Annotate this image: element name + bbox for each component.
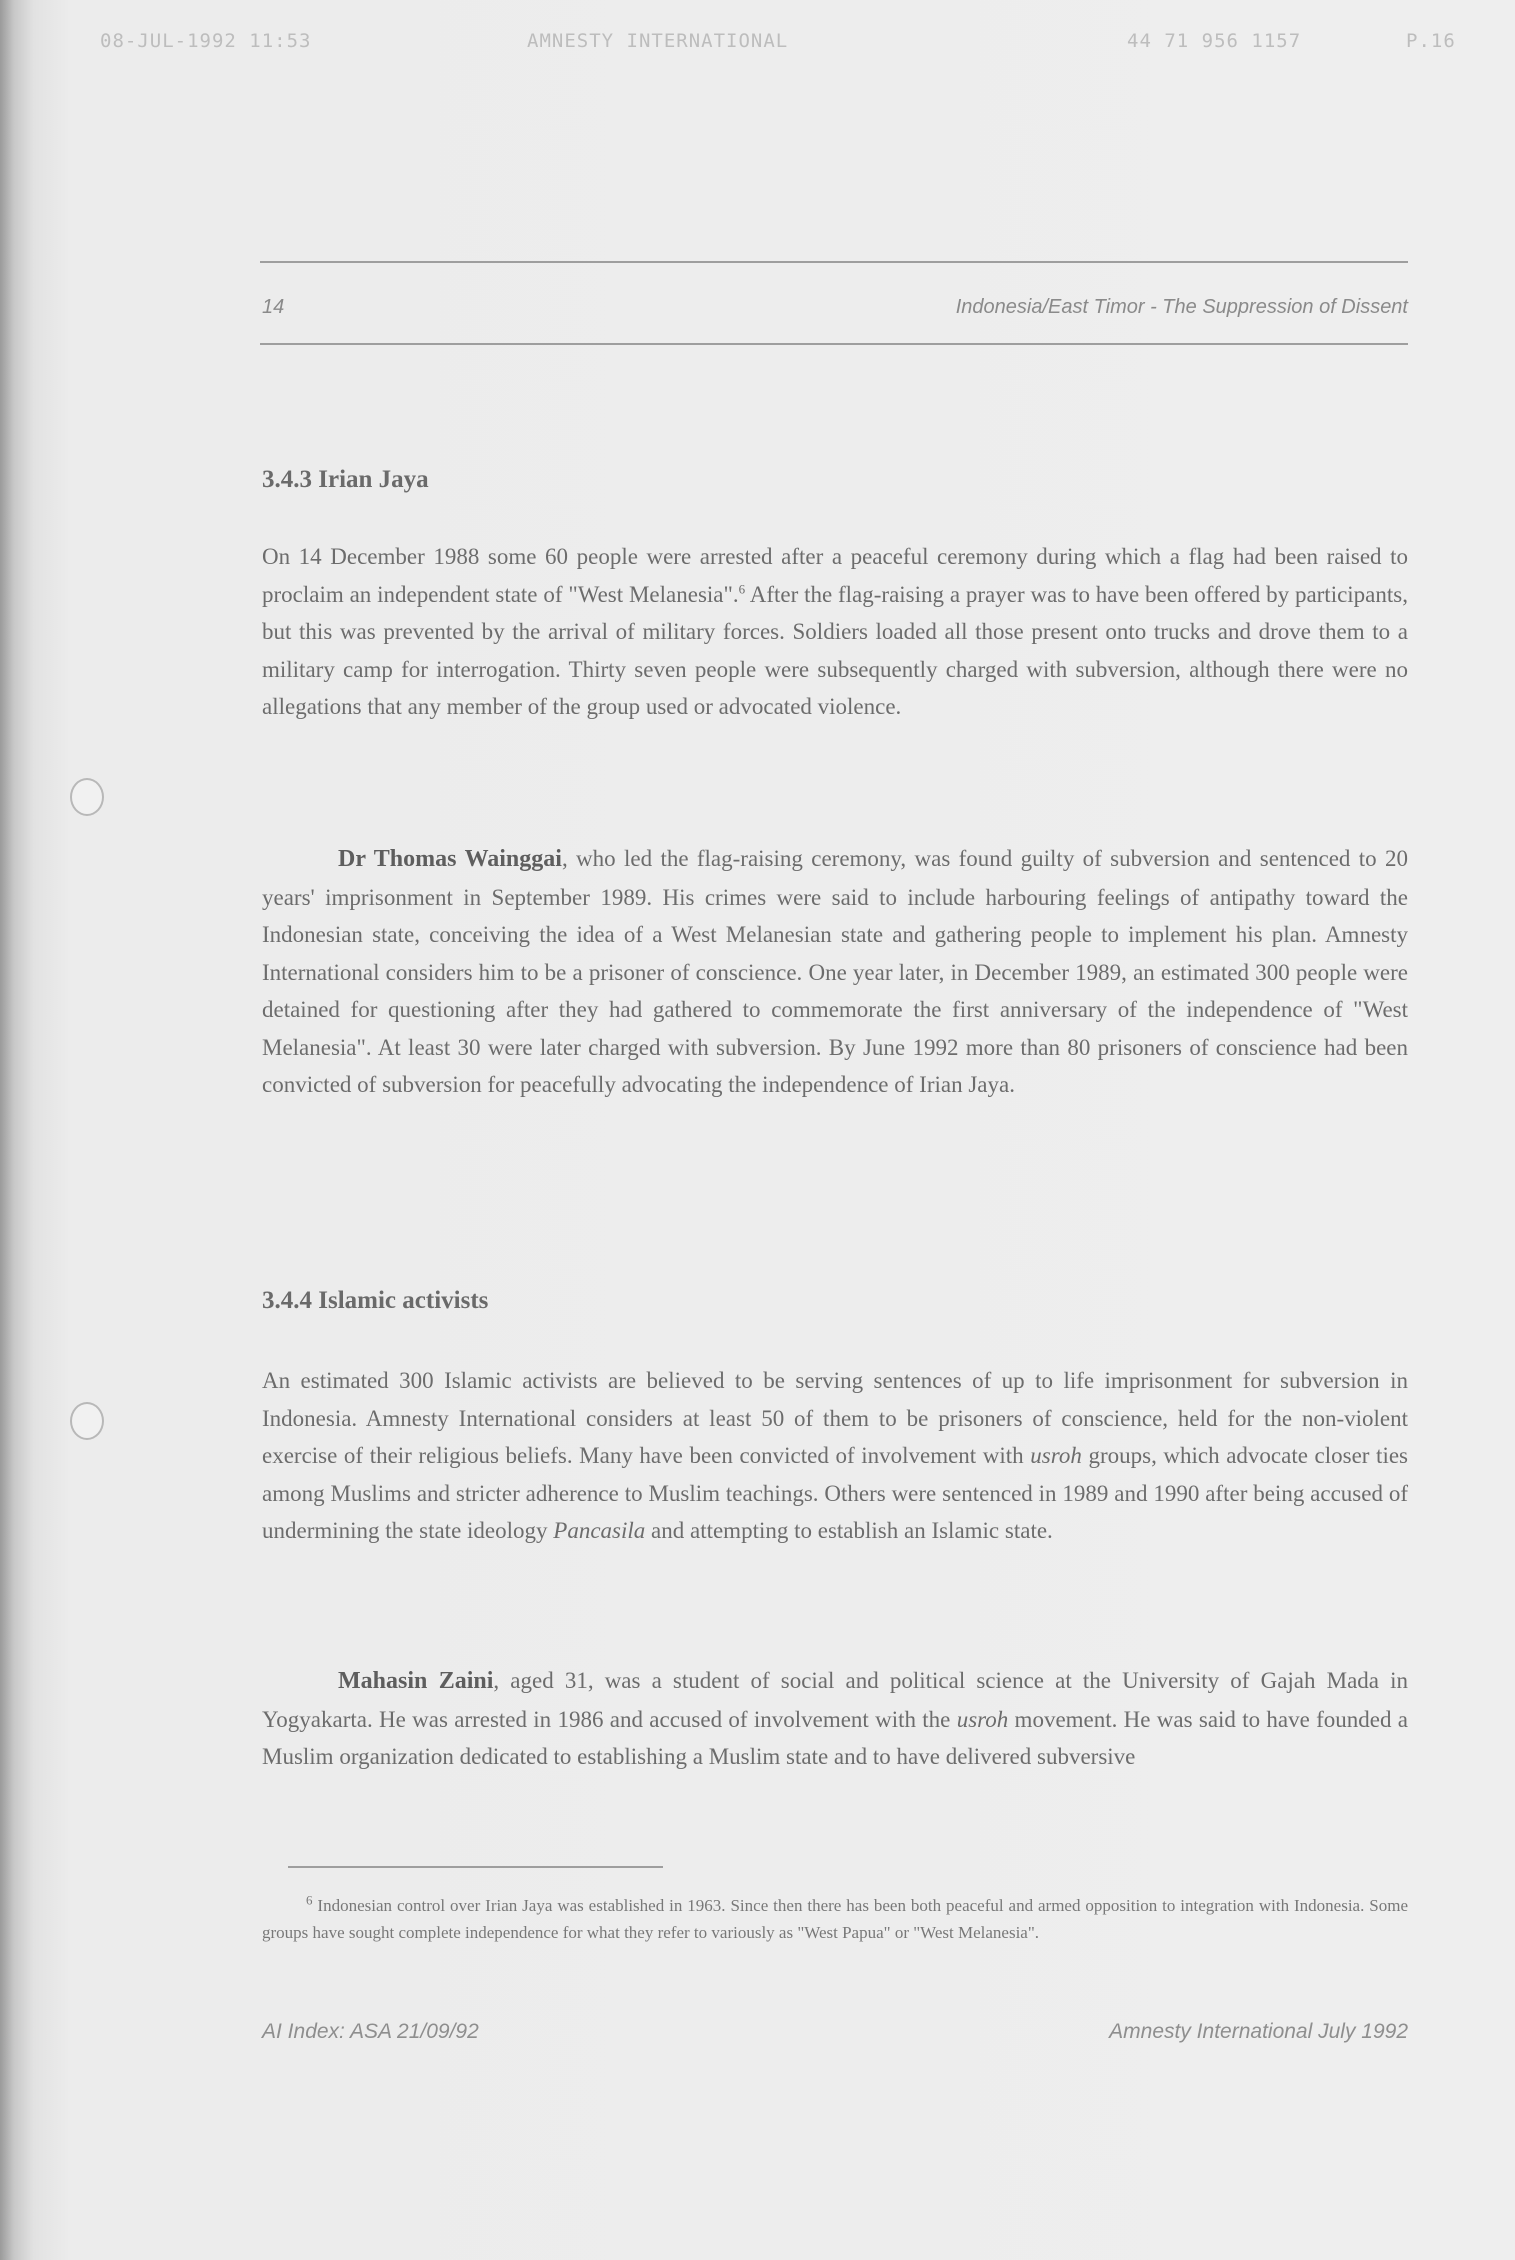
paragraph-text: On 14 December 1988 some 60 people were arrested after a peaceful ceremony during which a flag had been raised to proclaim an independent state of "West Melanesia".: [262, 544, 1408, 607]
fax-number: 44 71 956 1157: [1127, 30, 1302, 52]
italic-term: usroh: [1030, 1443, 1082, 1468]
header-rule-bottom: [260, 343, 1408, 345]
section-heading-islamic-activists: 3.4.4 Islamic activists: [262, 1287, 489, 1314]
paragraph-text: , aged 31, was a student of social and political science at the University of Gajah Mada in Yogyakarta. He was arrested in 1986 and accused of involvement with the: [262, 1668, 1408, 1732]
punch-hole: [70, 778, 104, 816]
footnote-rule: [288, 1866, 663, 1868]
footnote-text: Indonesian control over Irian Jaya was established in 1963. Since then there has been both peaceful and armed opposition to integration with Indonesia. Some groups have sought complete independence for what they refer to variously as "West Papua" or "West Melanesia".: [262, 1896, 1408, 1942]
fax-header: [0, 30, 1515, 60]
paragraph-text: groups, which advocate closer ties among Muslims and stricter adherence to Muslim teachings. Others were sentenced in 1989 and 1990 after being accused of undermining the state ideology: [262, 1443, 1408, 1543]
footnote-ref: 6: [738, 580, 746, 596]
paragraph-islamic-activists: [262, 1362, 1408, 1550]
paragraph-text: , who led the flag-raising ceremony, was found guilty of subversion and sentenced to 20 years' imprisonment in September 1989. His crimes were said to include harbouring feelings of antipathy toward the Indonesian state, conceiving the idea of a West Melanesian state and gathering people to implement his plan. Amnesty International considers him to be a prisoner of conscience. One year later, in December 1989, an estimated 300 people were detained for questioning after they had gathered to commemorate the first anniversary of the independence of "West Melanesia". At least 30 were later charged with subversion. By June 1992 more than 80 prisoners of conscience had been convicted of subversion for peacefully advocating the independence of Irian Jaya.: [262, 846, 1408, 1097]
running-title: Indonesia/East Timor - The Suppression of Dissent: [955, 296, 1408, 318]
header-rule-top: [260, 261, 1408, 263]
paragraph-thomas-wainggai: [262, 840, 1408, 1104]
fax-sender: AMNESTY INTERNATIONAL: [527, 30, 789, 52]
person-name: Mahasin Zaini: [338, 1668, 494, 1694]
section-heading-irian-jaya: 3.4.3 Irian Jaya: [262, 466, 429, 493]
punch-hole: [70, 1402, 104, 1440]
paragraph-text: An estimated 300 Islamic activists are believed to be serving sentences of up to life imprisonment for subversion in Indonesia. Amnesty International considers at least 50 of them to be prisoners of conscience, held for the non-violent exercise of their religious beliefs. Many have been convicted of involvement with: [262, 1368, 1408, 1468]
paragraph-text: and attempting to establish an Islamic state.: [645, 1518, 1053, 1543]
paragraph-text: After the flag-raising a prayer was to have been offered by participants, but this was prevented by the arrival of military forces. Soldiers loaded all those present onto trucks and drove them to a military camp for interrogation. Thirty seven people were subsequently charged with subversion, although there were no allegations that any member of the group used or advocated violence.: [262, 581, 1408, 719]
ai-index: AI Index: ASA 21/09/92: [262, 2020, 479, 2043]
fax-date-time: 08-JUL-1992 11:53: [100, 30, 312, 52]
paragraph-irian-jaya-arrests: [262, 538, 1408, 726]
paragraph-mahasin-zaini: [262, 1662, 1408, 1776]
running-header: [260, 296, 1408, 326]
page-footer: [262, 2020, 1408, 2050]
footer-date: Amnesty International July 1992: [1109, 2020, 1408, 2043]
paragraph-text: movement. He was said to have founded a Muslim organization dedicated to establishing a Muslim state and to have delivered subversive: [262, 1706, 1408, 1769]
footnote: [262, 1892, 1408, 1946]
italic-term: usroh: [956, 1706, 1009, 1732]
italic-term: Pancasila: [553, 1518, 646, 1543]
person-name: Dr Thomas Wainggai: [338, 846, 562, 872]
footnote-marker: 6: [306, 1892, 313, 1908]
fax-page-number: P.16: [1406, 30, 1456, 52]
page-number: 14: [262, 296, 285, 318]
